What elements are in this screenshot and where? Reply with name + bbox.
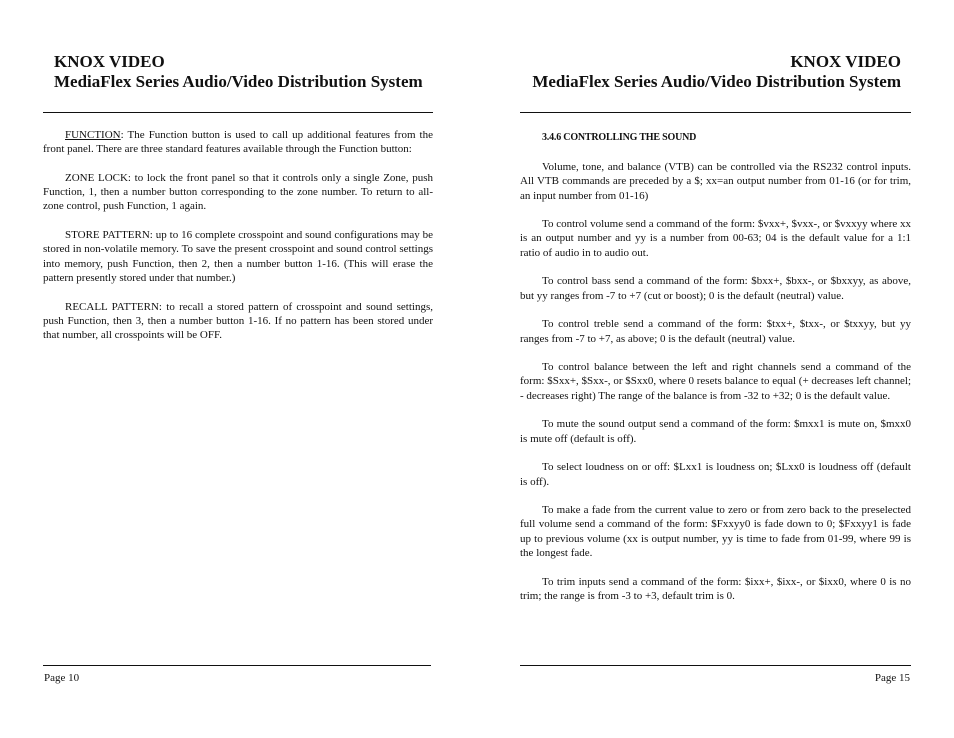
mute-paragraph: To mute the sound output send a command of the form: $mxx1 is mute on, $mxx0 is mute off (default is off). bbox=[520, 418, 911, 445]
right-page-content bbox=[520, 131, 911, 618]
right-header-title: MediaFlex Series Audio/Video Distribution System bbox=[532, 72, 901, 91]
section-heading: 3.4.6 CONTROLLING THE SOUND bbox=[542, 132, 697, 143]
right-header-company: KNOX VIDEO bbox=[790, 52, 901, 71]
function-label: FUNCTION bbox=[65, 129, 121, 141]
right-page-header bbox=[520, 52, 911, 92]
left-header-company: KNOX VIDEO bbox=[54, 52, 165, 71]
right-bottom-divider bbox=[520, 665, 911, 666]
zone-lock-paragraph: ZONE LOCK: to lock the front panel so that it controls only a single Zone, push Function, 1, then a number button corresponding to the zone number. To return to all-zone control, push Function, 1 again. bbox=[43, 171, 433, 213]
bass-paragraph: To control bass send a command of the form: $bxx+, $bxx-, or $bxxyy, as above, but yy ranges from -7 to +7 (cut or boost); 0 is the default (neutral) value. bbox=[520, 275, 911, 302]
balance-paragraph: To control balance between the left and right channels send a command of the form: $Sxx+, $Sxx-, or $Sxx0, where 0 resets balance to equal (+ decreases left channel; - decreases right) The range of the balance is from -32 to +32; 0 is the default value. bbox=[520, 361, 911, 402]
fade-paragraph: To make a fade from the current value to zero or from zero back to the preselected full volume send a command of the form: $Fxxyy0 is fade down to 0; $Fxxyy1 is fade up to previous volume (xx is output number, yy is time to fade from 01-99, where 99 is the longest fade. bbox=[520, 504, 911, 560]
right-top-divider bbox=[520, 112, 911, 113]
left-top-divider bbox=[43, 112, 433, 113]
trim-paragraph: To trim inputs send a command of the form: $ixx+, $ixx-, or $ixx0, where 0 is no trim; the range is from -3 to +3, default trim is 0. bbox=[520, 575, 911, 602]
right-page-number: Page 15 bbox=[874, 672, 910, 684]
left-page-number: Page 10 bbox=[44, 672, 80, 684]
vtb-intro-paragraph: Volume, tone, and balance (VTB) can be controlled via the RS232 control inputs. All VTB commands are preceded by a $; xx=an output number from 01-16 (or for trim, an input number from 01-16) bbox=[520, 161, 911, 202]
treble-paragraph: To control treble send a command of the form: $txx+, $txx-, or $txxyy, but yy ranges from -7 to +7, as above; 0 is the default (neutral) value. bbox=[520, 318, 911, 345]
function-text: : The Function button is used to call up additional features from the front panel. There are three standard features available through the Function button: bbox=[43, 129, 433, 156]
recall-pattern-paragraph: RECALL PATTERN: to recall a stored pattern of crosspoint and sound settings, push Function, then 3, then a number button 1-16. If no pattern has been stored under that number, all crosspoints will be OFF. bbox=[43, 300, 433, 342]
left-page bbox=[43, 0, 433, 738]
volume-paragraph: To control volume send a command of the form: $vxx+, $vxx-, or $vxxyy where xx is an output number and yy is a number from 00-63; 04 is the default value for a 1:1 ratio of audio in to audio out. bbox=[520, 218, 911, 259]
loudness-paragraph: To select loudness on or off: $Lxx1 is loudness on; $Lxx0 is loudness off (default is off). bbox=[520, 461, 911, 488]
function-paragraph bbox=[43, 128, 433, 157]
right-page bbox=[520, 0, 911, 738]
left-bottom-divider bbox=[43, 665, 431, 666]
left-header-title: MediaFlex Series Audio/Video Distribution System bbox=[54, 72, 423, 91]
store-pattern-paragraph: STORE PATTERN: up to 16 complete crosspoint and sound configurations may be stored in non-volatile memory. To save the present crosspoint and sound control settings into memory, push Function, then 2, then a number button 1-16. (This will erase the pattern presently stored under that number.) bbox=[43, 229, 433, 284]
left-page-header bbox=[43, 52, 433, 92]
left-page-content bbox=[43, 128, 433, 357]
